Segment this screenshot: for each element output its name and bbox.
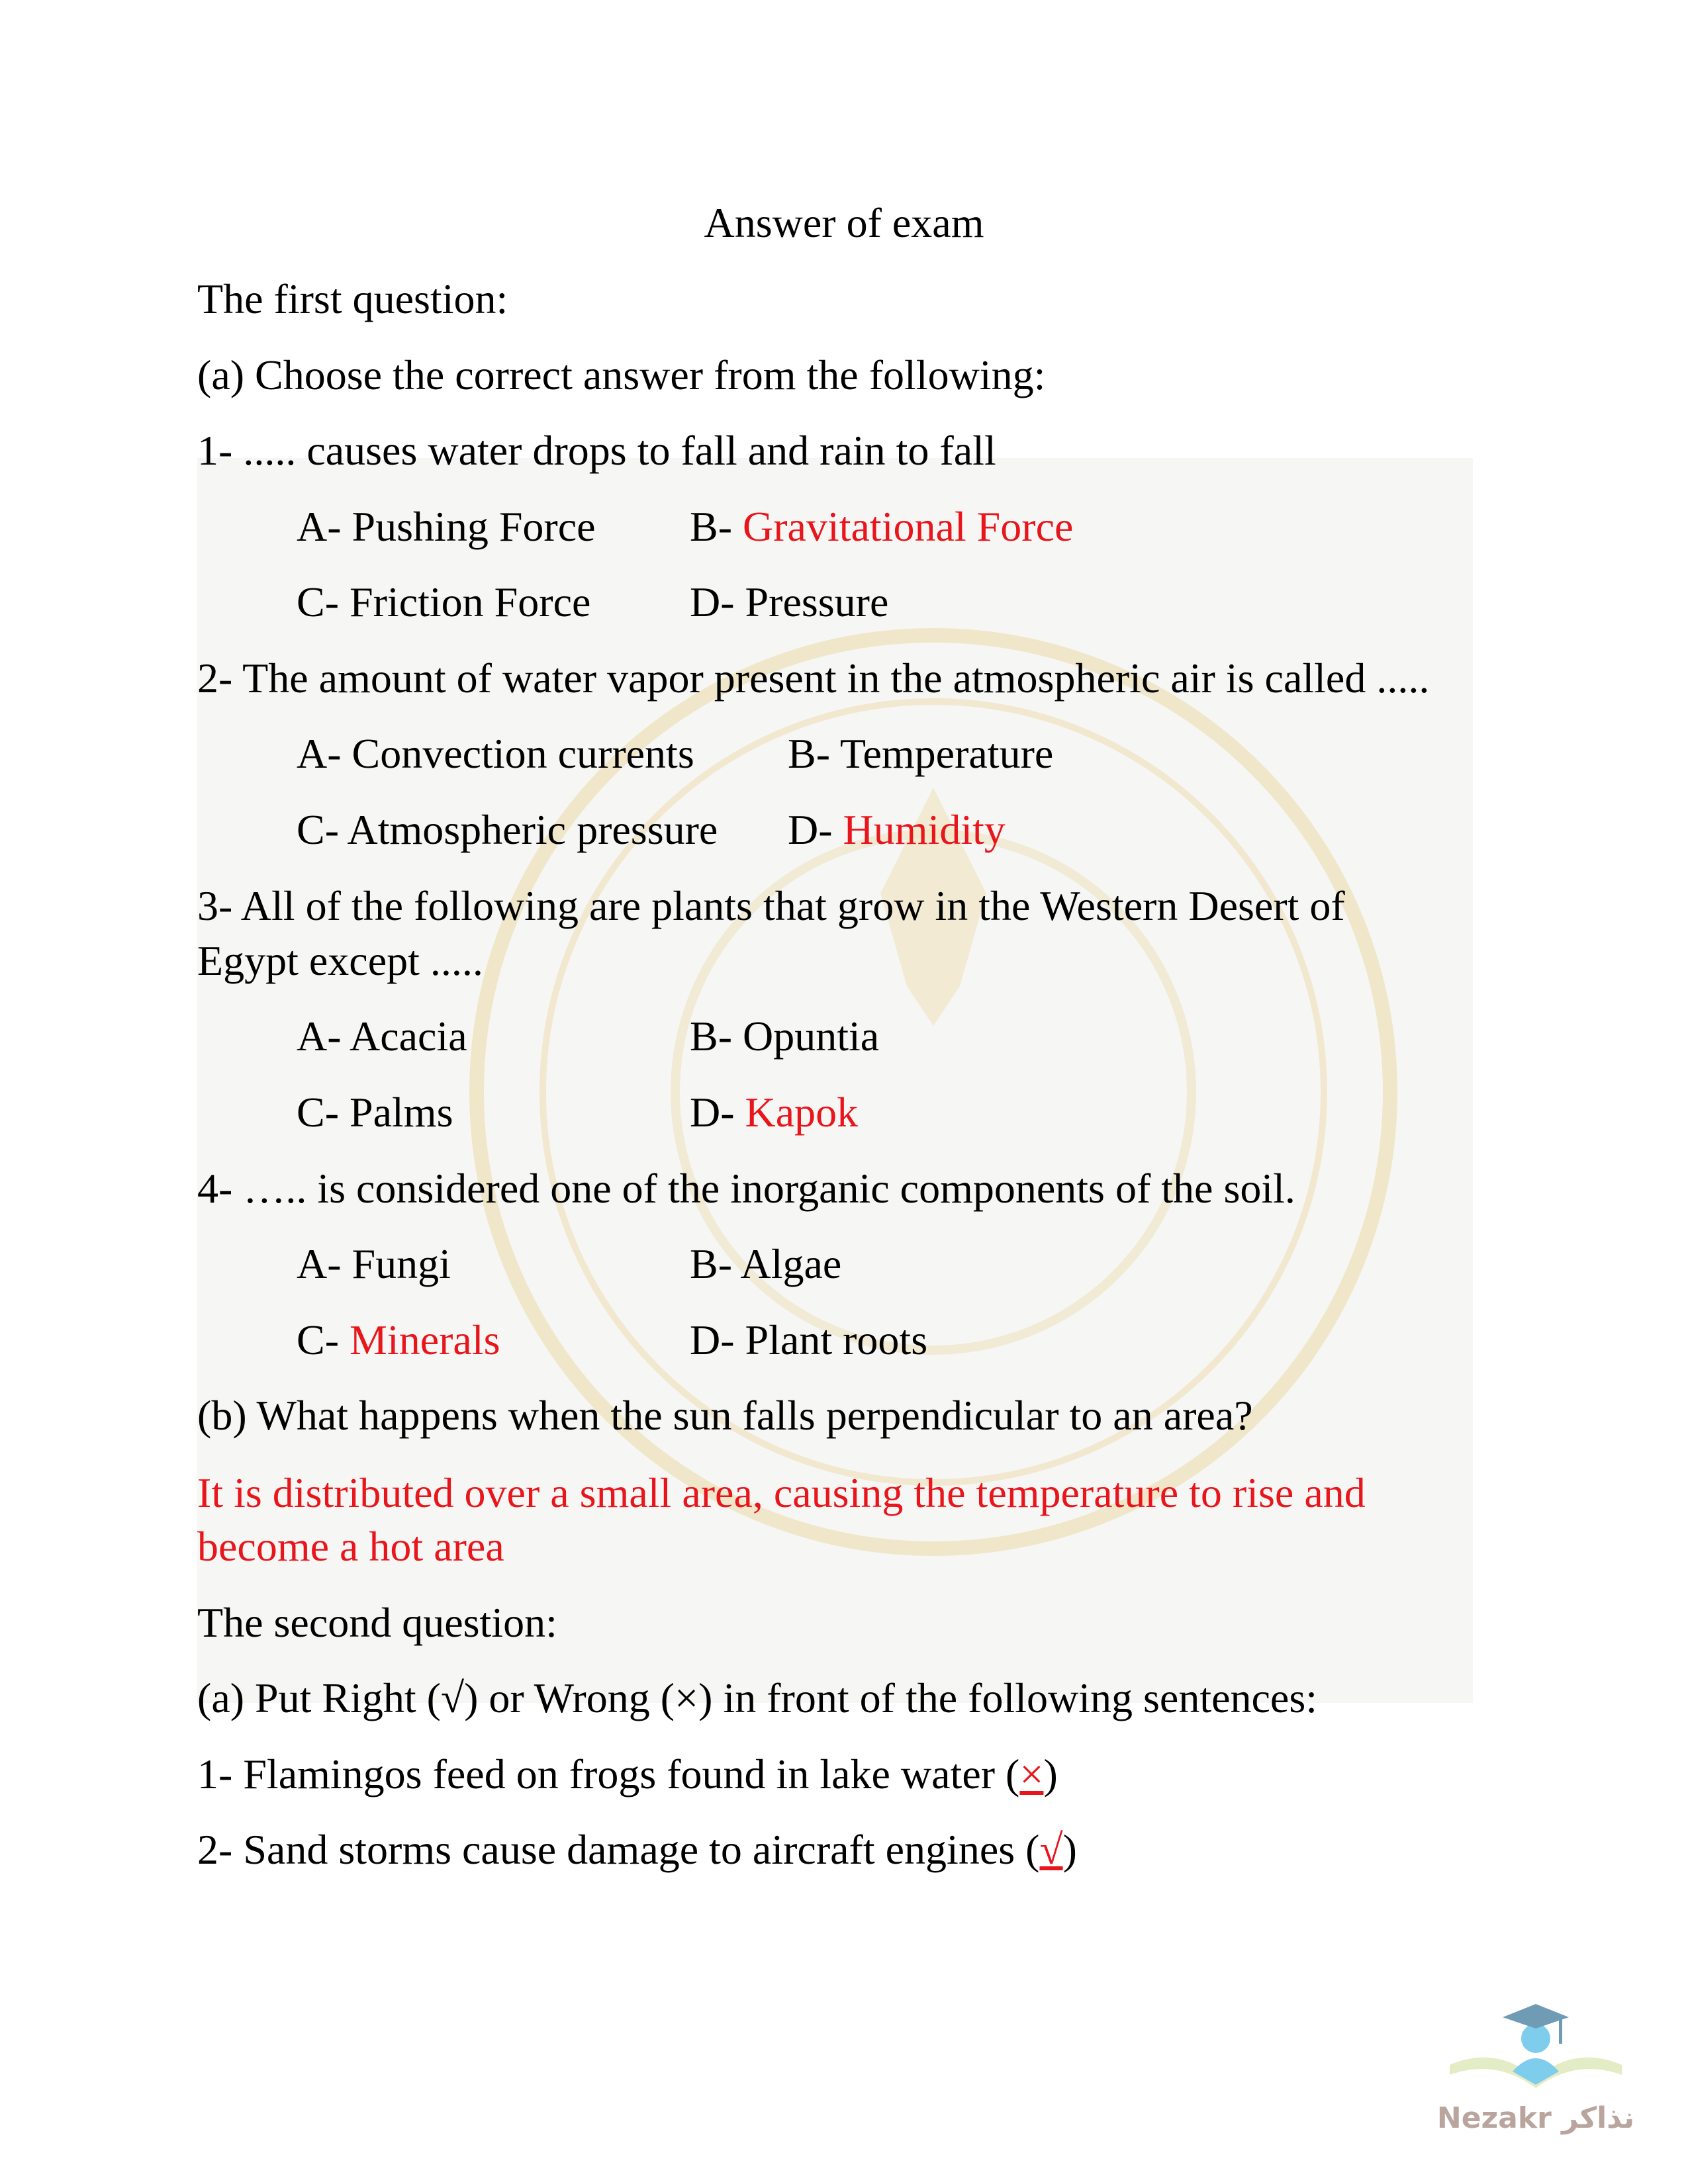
option-d: D- Plant roots bbox=[690, 1316, 928, 1363]
option-b: B- Algae bbox=[690, 1240, 842, 1287]
q2-part-a-instruction: (a) Put Right (√) or Wrong (×) in front of the following sentences: bbox=[197, 1674, 1317, 1721]
q1-part-a-instruction: (a) Choose the correct answer from the following: bbox=[197, 351, 1046, 398]
correct-answer: Gravitational Force bbox=[743, 503, 1074, 550]
option-a: A- Fungi bbox=[297, 1240, 451, 1287]
correct-answer: Minerals bbox=[350, 1316, 500, 1363]
part-b-answer-line-1: It is distributed over a small area, causing the temperature to rise and bbox=[197, 1469, 1366, 1516]
option-b: B- Gravitational Force bbox=[690, 503, 1074, 550]
question-1-stem: 1- ..... causes water drops to fall and rain to fall bbox=[197, 427, 996, 474]
correct-answer: Humidity bbox=[843, 806, 1006, 853]
option-c: C- Minerals bbox=[297, 1316, 500, 1363]
option-c: C- Atmospheric pressure bbox=[297, 806, 718, 853]
q1-part-b-question: (b) What happens when the sun falls perpendicular to an area? bbox=[197, 1392, 1253, 1439]
true-false-item-2: 2- Sand storms cause damage to aircraft engines (√) bbox=[197, 1826, 1077, 1873]
page-title: Answer of exam bbox=[704, 199, 984, 246]
true-false-item-1: 1- Flamingos feed on frogs found in lake water (×) bbox=[197, 1751, 1058, 1797]
option-c: C- Friction Force bbox=[297, 578, 591, 625]
svg-text:Nezakr نذاكر: Nezakr نذاكر bbox=[1436, 2101, 1635, 2135]
question-3-stem: 3- All of the following are plants that grow in the Western Desert of bbox=[197, 882, 1345, 929]
section-heading-q2: The second question: bbox=[197, 1599, 557, 1646]
nezakr-logo bbox=[1436, 1979, 1635, 2144]
option-a: A- Convection currents bbox=[297, 730, 694, 777]
answer-right-mark: √ bbox=[1039, 1826, 1063, 1873]
question-2-stem: 2- The amount of water vapor present in the atmospheric air is called ..... bbox=[197, 655, 1430, 702]
option-d: D- Kapok bbox=[690, 1089, 859, 1136]
part-b-answer-line-2: become a hot area bbox=[197, 1523, 504, 1570]
option-a: A- Pushing Force bbox=[297, 503, 596, 550]
question-4-stem: 4- ….. is considered one of the inorganic components of the soil. bbox=[197, 1165, 1295, 1212]
section-heading-q1: The first question: bbox=[197, 275, 508, 322]
option-d: D- Pressure bbox=[690, 578, 889, 625]
option-a: A- Acacia bbox=[297, 1013, 467, 1060]
option-d: D- Humidity bbox=[788, 806, 1006, 853]
correct-answer: Kapok bbox=[745, 1089, 859, 1136]
option-b: B- Opuntia bbox=[690, 1013, 880, 1060]
option-c: C- Palms bbox=[297, 1089, 453, 1136]
question-3-stem-continued: Egypt except ..... bbox=[197, 937, 483, 984]
option-b: B- Temperature bbox=[788, 730, 1054, 777]
answer-wrong-mark: × bbox=[1019, 1751, 1044, 1797]
